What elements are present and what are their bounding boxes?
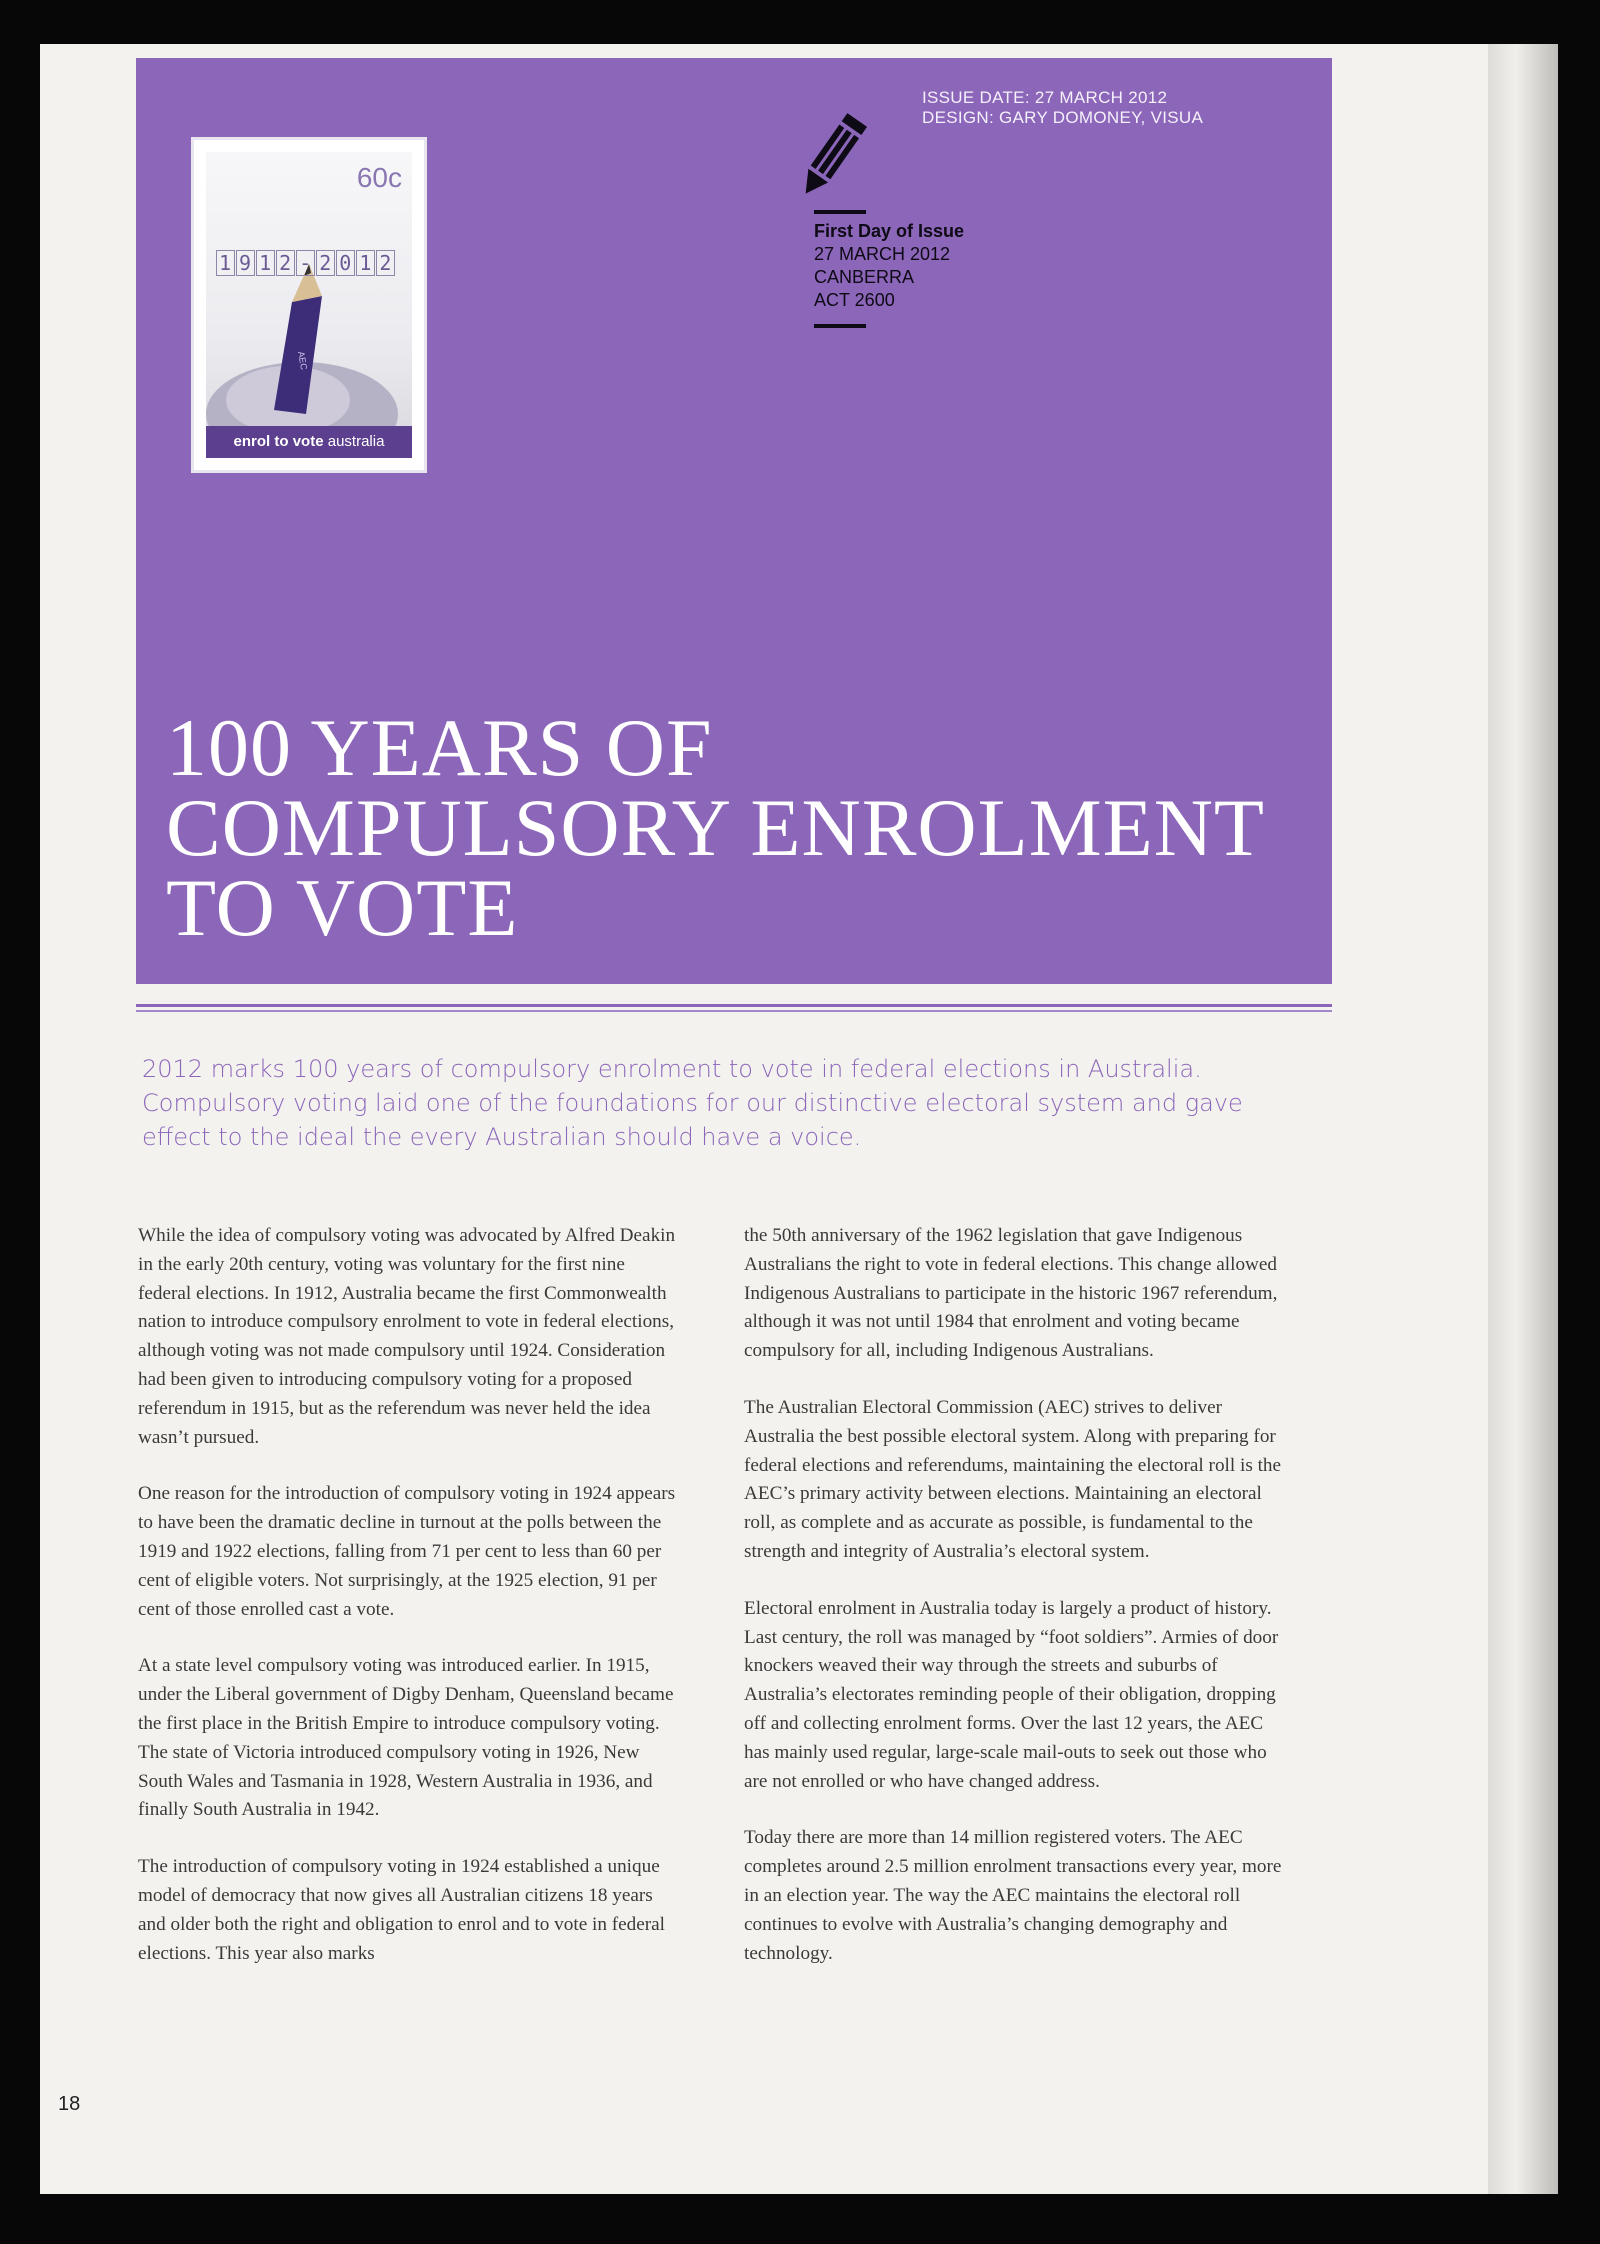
divider-rule-thin <box>136 1010 1332 1012</box>
postmark-rule-bottom <box>814 324 866 328</box>
stamp-image <box>194 140 424 470</box>
stamp-footer: enrol to vote australia <box>206 426 412 458</box>
page-edge <box>1488 44 1558 2194</box>
page-number: 18 <box>58 2093 81 2115</box>
body-paragraph: Electoral enrolment in Australia today is largely a product of history. Last century, the roll was managed by “foot soldiers”. Armies of door knockers weaved their way through the streets and suburbs of Australia’s electorates reminding people of their obligation, dropping off and collecting enrolment forms. Over the last 12 years, the AEC has mainly used regular, large-scale mail-outs to seek out those who are not enrolled or who have changed address. <box>744 1597 1279 1792</box>
body-paragraph: The introduction of compulsory voting in 1924 established a unique model of democracy that now gives all Australian citizens 18 years and older both the right and obligation to enrol and to vote in federal elections. This year also marks <box>138 1856 665 1964</box>
pencil-hand-illustration <box>206 152 412 458</box>
body-paragraph: One reason for the introduction of compulsory voting in 1924 appears to have been the dramatic decline in turnout at the polls between the 1919 and 1922 elections, falling from 71 per cent to less than 60 per cent of eligible voters. Not surprisingly, at the 1925 election, 91 per cent of those enrolled cast a vote. <box>138 1483 676 1620</box>
body-paragraph: While the idea of compulsory voting was advocated by Alfred Deakin in the early 20th century, voting was voluntary for the first nine federal elections. In 1912, Australia became the first Commonwealth nation to introduce compulsory enrolment to vote in federal elections, although voting was not made compulsory until 1924. Consideration had been given to introducing compulsory voting for a proposed referendum in 1915, but as the referendum was never held the idea wasn’t pursued. <box>138 1225 676 1448</box>
body-column-right <box>744 1222 1284 1996</box>
body-paragraph: At a state level compulsory voting was introduced earlier. In 1915, under the Liberal government of Digby Denham, Queensland became the first place in the British Empire to introduce compulsory voting. The state of Victoria introduced compulsory voting in 1926, New South Wales and Tasmania in 1928, Western Australia in 1936, and finally South Australia in 1942. <box>138 1655 674 1821</box>
postmark-rule-top <box>814 210 866 214</box>
body-paragraph: The Australian Electoral Commission (AEC) strives to deliver Australia the best possible electoral system. Along with preparing for federal elections and referendums, maintaining the electoral roll is the AEC’s primary activity between elections. Maintaining an electoral roll, as complete and as accurate as possible, is fundamental to the strength and integrity of Australia’s electoral system. <box>744 1396 1282 1562</box>
intro-paragraph: 2012 marks 100 years of compulsory enrolment to vote in federal elections in Australia. Compulsory voting laid one of the foundations for our distinctive electoral system and gave effect to the ideal the every Australian should have a voice. <box>142 1055 1243 1151</box>
issue-date: ISSUE DATE: 27 MARCH 2012 <box>922 88 1168 107</box>
body-paragraph: Today there are more than 14 million registered voters. The AEC completes around 2.5 million enrolment transactions every year, more in an election year. The way the AEC maintains the electoral roll continues to evolve with Australia’s changing demography and technology. <box>744 1827 1282 1964</box>
pencil-postmark-icon <box>792 106 872 206</box>
stamp-years: 1 9 1 2 - 2 0 1 2 <box>216 250 396 276</box>
svg-text:AEC: AEC <box>296 350 310 371</box>
feature-banner <box>136 58 1332 984</box>
stamp-value: 60c <box>356 162 402 193</box>
divider-rule <box>136 1004 1332 1007</box>
body-paragraph: the 50th anniversary of the 1962 legislation that gave Indigenous Australians the right to vote in federal elections. This change allowed Indigenous Australians to participate in the historic 1967 referendum, although it was not until 1984 that enrolment and voting became compulsory for all, including Indigenous Australians. <box>744 1225 1278 1362</box>
page-title: 100 YEARS OF COMPULSORY ENROLMENT TO VOTE <box>166 702 1266 953</box>
design-credit: DESIGN: GARY DOMONEY, VISUA <box>922 108 1204 127</box>
body-column-left <box>138 1222 678 1996</box>
issue-info <box>922 88 1203 128</box>
first-day-postmark: First Day of Issue 27 MARCH 2012 CANBERRA ACT 2600 <box>814 221 965 310</box>
